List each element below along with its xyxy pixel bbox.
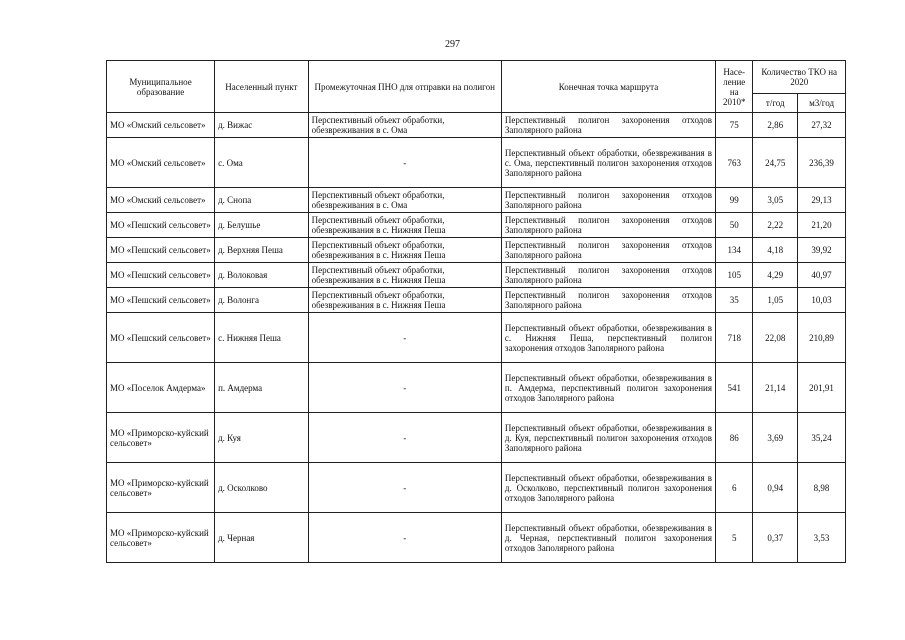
cell-municipality: МО «Омский сельсовет»	[107, 113, 215, 138]
table-row	[107, 313, 846, 363]
cell-population: 99	[716, 188, 753, 213]
cell-municipality: МО «Приморско-куйский сельсовет»	[107, 513, 215, 563]
cell-endpoint: Перспективный полигон захоронения отходов Заполярного района	[501, 263, 715, 288]
header-population: Насе-ление на 2010*	[716, 61, 753, 113]
cell-population: 763	[716, 138, 753, 188]
cell-settlement: д. Вижас	[215, 113, 309, 138]
cell-population: 718	[716, 313, 753, 363]
cell-municipality: МО «Приморско-куйский сельсовет»	[107, 463, 215, 513]
table-body	[107, 113, 846, 563]
cell-settlement: д. Черная	[215, 513, 309, 563]
cell-endpoint: Перспективный объект обработки, обезвреживания в д. Черная, перспективный полигон захоронения отходов Заполярного района	[501, 513, 715, 563]
cell-tko-m3: 210,89	[798, 313, 846, 363]
cell-pno: Перспективный объект обработки, обезвреживания в с. Ома	[308, 188, 501, 213]
page-number: 297	[445, 39, 460, 50]
cell-tko-t: 24,75	[753, 138, 798, 188]
cell-municipality: МО «Омский сельсовет»	[107, 138, 215, 188]
cell-pno: -	[308, 463, 501, 513]
cell-municipality: МО «Поселок Амдерма»	[107, 363, 215, 413]
tko-route-table	[106, 60, 846, 563]
cell-tko-t: 2,22	[753, 213, 798, 238]
table-row	[107, 238, 846, 263]
table-row	[107, 413, 846, 463]
cell-tko-t: 2,86	[753, 113, 798, 138]
table-row	[107, 363, 846, 413]
cell-tko-m3: 39,92	[798, 238, 846, 263]
cell-endpoint: Перспективный объект обработки, обезвреживания в д. Куя, перспективный полигон захоронения отходов Заполярного района	[501, 413, 715, 463]
cell-endpoint: Перспективный объект обработки, обезвреживания в п. Амдерма, перспективный полигон захоронения отходов Заполярного района	[501, 363, 715, 413]
cell-settlement: д. Волонга	[215, 288, 309, 313]
table-row	[107, 213, 846, 238]
cell-municipality: МО «Пешский сельсовет»	[107, 213, 215, 238]
cell-municipality: МО «Омский сельсовет»	[107, 188, 215, 213]
header-pno: Промежуточная ПНО для отправки на полигон	[308, 61, 501, 113]
cell-pno: -	[308, 138, 501, 188]
cell-tko-t: 4,29	[753, 263, 798, 288]
cell-endpoint: Перспективный полигон захоронения отходов Заполярного района	[501, 238, 715, 263]
cell-pno: -	[308, 313, 501, 363]
cell-tko-t: 3,69	[753, 413, 798, 463]
cell-settlement: д. Волоковая	[215, 263, 309, 288]
cell-pno: Перспективный объект обработки, обезвреживания в с. Нижняя Пеша	[308, 238, 501, 263]
cell-tko-m3: 27,32	[798, 113, 846, 138]
header-endpoint: Конечная точка маршрута	[501, 61, 715, 113]
cell-municipality: МО «Пешский сельсовет»	[107, 313, 215, 363]
cell-settlement: д. Снопа	[215, 188, 309, 213]
cell-tko-m3: 35,24	[798, 413, 846, 463]
cell-population: 134	[716, 238, 753, 263]
cell-municipality: МО «Пешский сельсовет»	[107, 288, 215, 313]
cell-tko-t: 1,05	[753, 288, 798, 313]
cell-pno: Перспективный объект обработки, обезвреживания в с. Нижняя Пеша	[308, 263, 501, 288]
cell-tko-m3: 10,03	[798, 288, 846, 313]
cell-population: 6	[716, 463, 753, 513]
cell-pno: Перспективный объект обработки, обезвреживания в с. Нижняя Пеша	[308, 288, 501, 313]
cell-population: 50	[716, 213, 753, 238]
cell-settlement: д. Верхняя Пеша	[215, 238, 309, 263]
header-settlement: Населенный пункт	[215, 61, 309, 113]
cell-endpoint: Перспективный полигон захоронения отходов Заполярного района	[501, 188, 715, 213]
header-unit-m3: м3/год	[798, 94, 846, 113]
cell-endpoint: Перспективный объект обработки, обезвреживания в д. Осколково, перспективный полигон захоронения отходов Заполярного района	[501, 463, 715, 513]
table-row	[107, 188, 846, 213]
cell-tko-t: 0,37	[753, 513, 798, 563]
cell-tko-m3: 29,13	[798, 188, 846, 213]
table-row	[107, 288, 846, 313]
cell-pno: -	[308, 413, 501, 463]
table-row	[107, 463, 846, 513]
table-row	[107, 513, 846, 563]
cell-settlement: д. Белушье	[215, 213, 309, 238]
cell-population: 5	[716, 513, 753, 563]
cell-population: 86	[716, 413, 753, 463]
cell-settlement: д. Куя	[215, 413, 309, 463]
cell-tko-t: 0,94	[753, 463, 798, 513]
header-municipality: Муниципальное образование	[107, 61, 215, 113]
cell-tko-t: 3,05	[753, 188, 798, 213]
cell-population: 35	[716, 288, 753, 313]
cell-population: 75	[716, 113, 753, 138]
cell-tko-m3: 201,91	[798, 363, 846, 413]
cell-settlement: д. Осколково	[215, 463, 309, 513]
cell-settlement: с. Нижняя Пеша	[215, 313, 309, 363]
cell-endpoint: Перспективный объект обработки, обезвреживания в с. Ома, перспективный полигон захоронения отходов Заполярного района	[501, 138, 715, 188]
cell-pno: Перспективный объект обработки, обезвреживания в с. Ома	[308, 113, 501, 138]
cell-endpoint: Перспективный полигон захоронения отходов Заполярного района	[501, 213, 715, 238]
cell-population: 541	[716, 363, 753, 413]
table-row	[107, 263, 846, 288]
cell-endpoint: Перспективный полигон захоронения отходов Заполярного района	[501, 113, 715, 138]
cell-pno: Перспективный объект обработки, обезвреживания в с. Нижняя Пеша	[308, 213, 501, 238]
cell-tko-m3: 8,98	[798, 463, 846, 513]
cell-tko-t: 21,14	[753, 363, 798, 413]
cell-settlement: с. Ома	[215, 138, 309, 188]
cell-municipality: МО «Пешский сельсовет»	[107, 238, 215, 263]
cell-population: 105	[716, 263, 753, 288]
cell-pno: -	[308, 513, 501, 563]
cell-tko-t: 4,18	[753, 238, 798, 263]
table-row	[107, 113, 846, 138]
cell-endpoint: Перспективный полигон захоронения отходов Заполярного района	[501, 288, 715, 313]
cell-tko-m3: 236,39	[798, 138, 846, 188]
table-row	[107, 138, 846, 188]
cell-endpoint: Перспективный объект обработки, обезвреживания в с. Нижняя Пеша, перспективный полигон захоронения отходов Заполярного района	[501, 313, 715, 363]
header-unit-t: т/год	[753, 94, 798, 113]
cell-municipality: МО «Приморско-куйский сельсовет»	[107, 413, 215, 463]
cell-settlement: п. Амдерма	[215, 363, 309, 413]
cell-municipality: МО «Пешский сельсовет»	[107, 263, 215, 288]
cell-tko-m3: 21,20	[798, 213, 846, 238]
cell-pno: -	[308, 363, 501, 413]
cell-tko-t: 22,08	[753, 313, 798, 363]
cell-tko-m3: 3,53	[798, 513, 846, 563]
cell-tko-m3: 40,97	[798, 263, 846, 288]
header-tko: Количество ТКО на 2020	[753, 61, 846, 94]
